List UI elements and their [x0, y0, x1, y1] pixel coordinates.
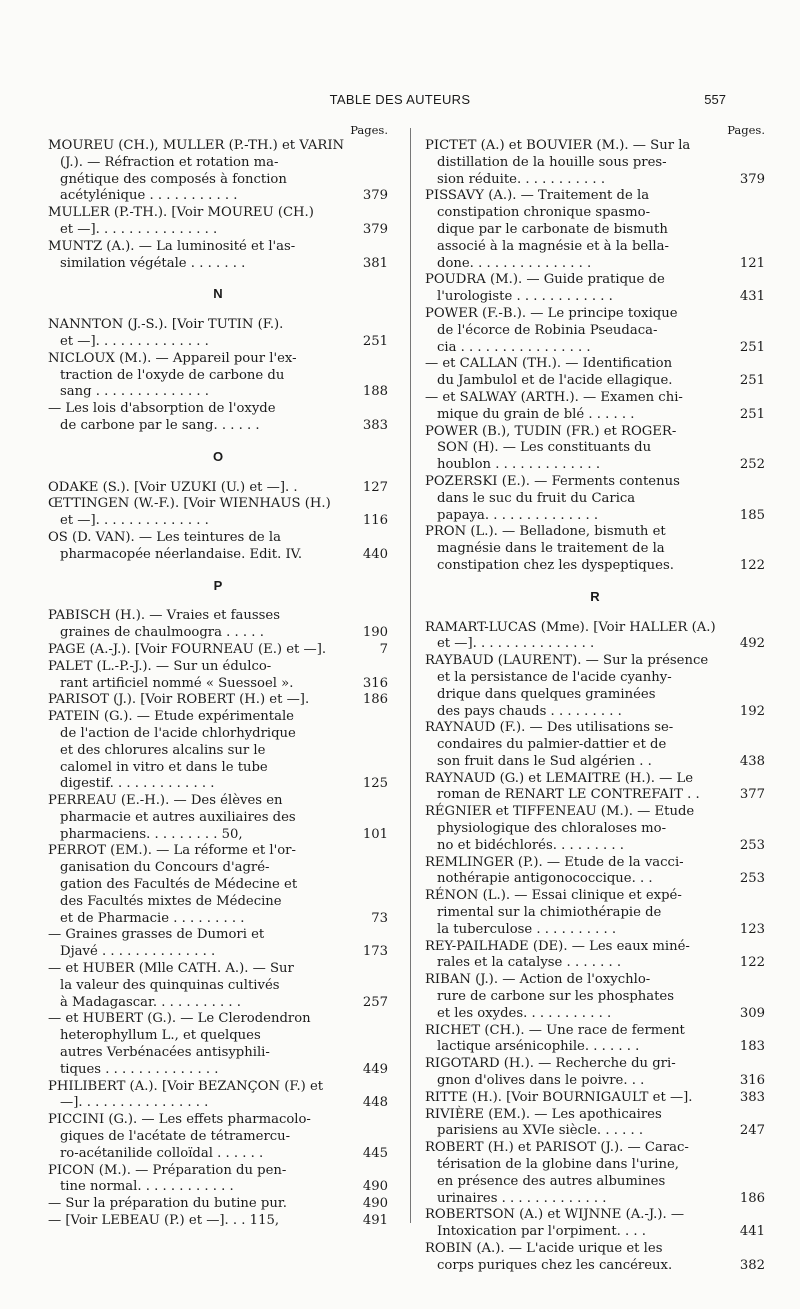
entry-line: de l'action de l'acide chlorhydrique — [60, 725, 296, 741]
entry-text: PAGE (A.-J.). [Voir FOURNEAU (E.) et —]. — [48, 641, 327, 657]
entry-page-number: 186 — [739, 1190, 765, 1206]
entry-line: — Graines grasses de Dumori et — [48, 927, 265, 943]
index-entry — [48, 530, 388, 564]
index-entry — [425, 356, 765, 390]
entry-page-number: 125 — [362, 776, 388, 792]
entry-text: du Jambulol et de l'acide ellagique. — [437, 373, 673, 389]
entry-text: et —]. . . . . . . . . . . . . . — [60, 513, 209, 529]
index-entry — [48, 401, 388, 435]
entry-page-number: 251 — [739, 406, 765, 422]
entry-line: PERROT (EM.). — La réforme et l'or- — [48, 843, 296, 859]
index-entry — [425, 972, 765, 1022]
entry-last-line — [425, 558, 765, 575]
index-entry — [425, 1056, 765, 1090]
index-entry — [48, 317, 388, 351]
entry-page-number: 101 — [362, 826, 388, 842]
index-entry — [425, 272, 765, 306]
entry-page-number: 379 — [362, 188, 388, 204]
entry-line: REMLINGER (P.). — Etude de la vacci- — [425, 854, 684, 870]
entry-text: houblon . . . . . . . . . . . . . — [437, 457, 601, 473]
section-letter: N — [213, 286, 223, 302]
entry-text: digestif. . . . . . . . . . . . . — [60, 776, 215, 792]
index-entry — [48, 1163, 388, 1197]
entry-page-number: 440 — [362, 546, 388, 562]
entry-last-line — [48, 1146, 388, 1163]
entry-page-number: 445 — [362, 1145, 388, 1161]
entry-line: heterophyllum L., et quelques — [60, 1028, 261, 1044]
entry-line: MOUREU (CH.), MULLER (P.-TH.) et VARIN — [48, 138, 345, 153]
page-number: 557 — [704, 92, 726, 107]
entry-page-number: 116 — [362, 513, 388, 529]
entry-page-number: 383 — [362, 417, 388, 433]
entry-last-line — [48, 676, 388, 693]
entry-last-line — [425, 508, 765, 525]
entry-last-line — [425, 1006, 765, 1023]
entry-text: papaya. . . . . . . . . . . . . . — [437, 507, 599, 523]
entry-last-line — [48, 1095, 388, 1112]
entry-page-number: 122 — [739, 557, 765, 573]
entry-line: PERREAU (E.-H.). — Des élèves en — [48, 793, 283, 809]
entry-last-line — [48, 625, 388, 642]
entry-page-number: 379 — [362, 221, 388, 237]
entry-page-number: 186 — [362, 692, 388, 708]
entry-last-line — [48, 418, 388, 435]
entry-line: MULLER (P.-TH.). [Voir MOUREU (CH.) — [48, 205, 314, 221]
entry-page-number: 127 — [362, 479, 388, 495]
entry-last-line — [425, 1073, 765, 1090]
entry-last-line — [425, 289, 765, 306]
entry-text: à Madagascar. . . . . . . . . . . — [60, 994, 241, 1010]
entry-text: cia . . . . . . . . . . . . . . . . — [437, 339, 591, 355]
entry-line: PHILIBERT (A.). [Voir BEZANÇON (F.) et — [48, 1078, 324, 1094]
section-letter: O — [212, 448, 224, 464]
entry-line: RIBAN (J.). — Action de l'oxychlo- — [425, 972, 651, 988]
section-letter: R — [590, 588, 600, 604]
index-entry — [48, 642, 388, 659]
entry-page-number: 490 — [362, 1196, 388, 1212]
entry-last-line — [425, 1191, 765, 1208]
entry-line: RÉGNIER et TIFFENEAU (M.). — Etude — [425, 804, 695, 820]
entry-text: done. . . . . . . . . . . . . . . — [437, 255, 592, 271]
entry-text: RITTE (H.). [Voir BOURNIGAULT et —]. — [425, 1089, 693, 1105]
entry-last-line — [425, 636, 765, 653]
entry-line: — et CALLAN (TH.). — Identification — [425, 356, 673, 372]
entry-last-line — [48, 384, 388, 401]
index-entry — [48, 659, 388, 693]
entry-line: RIGOTARD (H.). — Recherche du gri- — [425, 1056, 676, 1072]
index-entry — [425, 424, 765, 474]
entry-last-line — [48, 513, 388, 530]
entry-last-line — [425, 1258, 765, 1275]
entry-page-number: 448 — [362, 1095, 388, 1111]
entry-line: traction de l'oxyde de carbone du — [60, 367, 285, 383]
entry-last-line — [425, 172, 765, 189]
entry-last-line — [425, 754, 765, 771]
index-entry — [48, 239, 388, 273]
entry-text: rales et la catalyse . . . . . . . — [437, 955, 622, 971]
entry-text: ODAKE (S.). [Voir UZUKI (U.) et —]. . — [48, 479, 298, 495]
entry-last-line — [48, 692, 388, 709]
entry-page-number: 188 — [362, 384, 388, 400]
entry-line: ROBERTSON (A.) et WIJNNE (A.-J.). — — [425, 1207, 685, 1223]
entry-line: associé à la magnésie et à la bella- — [437, 238, 669, 254]
entry-text: urinaires . . . . . . . . . . . . . — [437, 1190, 607, 1206]
entry-page-number: 123 — [739, 921, 765, 937]
entry-page-number: 431 — [739, 289, 765, 305]
entry-line: PICTET (A.) et BOUVIER (M.). — Sur la — [425, 138, 691, 153]
entry-text: lactique arsénicophile. . . . . . . — [437, 1039, 640, 1055]
index-entry — [48, 793, 388, 843]
index-entry — [48, 927, 388, 961]
entry-page-number: 252 — [739, 457, 765, 473]
entry-line: la valeur des quinquinas cultivés — [60, 977, 280, 993]
section-letter: P — [213, 577, 223, 593]
index-entry — [48, 205, 388, 239]
entry-page-number: 251 — [739, 339, 765, 355]
index-entry — [48, 1011, 388, 1078]
entry-text: roman de RENART LE CONTREFAIT . . — [437, 787, 700, 803]
entry-line: PALET (L.-P.-J.). — Sur un édulco- — [48, 658, 272, 674]
entry-line: drique dans quelques graminées — [437, 686, 656, 702]
entry-page-number: 122 — [739, 955, 765, 971]
entry-last-line — [425, 838, 765, 855]
entry-page-number: 190 — [362, 625, 388, 641]
entry-page-number: 173 — [362, 944, 388, 960]
entry-line: de l'écorce de Robinia Pseudaca- — [437, 322, 658, 338]
entry-page-number: 449 — [362, 1061, 388, 1077]
entry-line: PICON (M.). — Préparation du pen- — [48, 1162, 287, 1178]
index-entry — [48, 1079, 388, 1113]
index-entry — [48, 496, 388, 530]
entry-last-line — [425, 373, 765, 390]
entry-page-number: 183 — [739, 1039, 765, 1055]
entry-text: des pays chauds . . . . . . . . . — [437, 703, 622, 719]
entry-last-line — [425, 922, 765, 939]
entry-page-number: 309 — [739, 1005, 765, 1021]
entry-line: RAMART-LUCAS (Mme). [Voir HALLER (A.) — [425, 619, 716, 635]
entry-text: son fruit dans le Sud algérien . . — [437, 753, 652, 769]
entry-text: l'urologiste . . . . . . . . . . . . — [437, 289, 613, 305]
entry-line: NICLOUX (M.). — Appareil pour l'ex- — [48, 350, 297, 366]
index-entry — [425, 804, 765, 854]
entry-line: — et HUBER (Mlle CATH. A.). — Sur — [48, 961, 294, 977]
entry-line: gnétique des composés à fonction — [60, 171, 287, 187]
entry-text: similation végétale . . . . . . . — [60, 255, 246, 271]
entry-line: autres Verbénacées antisyphili- — [60, 1045, 270, 1061]
index-entry — [425, 306, 765, 356]
entry-text: parisiens au XVIe siècle. . . . . . — [437, 1123, 644, 1139]
entry-last-line — [48, 827, 388, 844]
entry-last-line — [48, 480, 388, 497]
entry-page-number: 247 — [739, 1123, 765, 1139]
entry-page-number: 253 — [739, 871, 765, 887]
entry-last-line — [48, 222, 388, 239]
entry-page-number: 441 — [739, 1224, 765, 1240]
entry-last-line — [425, 704, 765, 721]
entry-page-number: 381 — [362, 255, 388, 271]
column-divider — [410, 128, 411, 1223]
index-entry — [425, 1023, 765, 1057]
index-entry — [48, 1196, 388, 1213]
index-entry — [425, 1207, 765, 1241]
entry-line: térisation de la globine dans l'urine, — [437, 1157, 679, 1173]
entry-line: PICCINI (G.). — Les effets pharmacolo- — [48, 1112, 311, 1128]
entry-line: — et HUBERT (G.). — Le Clerodendron — [48, 1011, 311, 1027]
entry-last-line — [48, 256, 388, 273]
entry-line: ganisation du Concours d'agré- — [60, 860, 270, 876]
entry-text: tiques . . . . . . . . . . . . . . — [60, 1061, 219, 1077]
index-entry — [48, 843, 388, 927]
entry-page-number: 382 — [739, 1257, 765, 1273]
entry-text: —]. . . . . . . . . . . . . . . . — [60, 1095, 209, 1111]
entry-last-line — [425, 1090, 765, 1107]
index-entry — [425, 188, 765, 272]
entry-line: pharmacie et autres auxiliaires des — [60, 809, 296, 825]
entry-page-number: 121 — [739, 255, 765, 271]
entry-line: rimental sur la chimiothérapie de — [437, 905, 662, 921]
entry-last-line — [48, 776, 388, 793]
entry-line: RIVIÈRE (EM.). — Les apothicaires — [425, 1106, 662, 1122]
pages-label: Pages. — [350, 123, 388, 137]
index-entry — [425, 720, 765, 770]
entry-last-line — [48, 1213, 388, 1230]
entry-text: no et bidéchlorés. . . . . . . . . — [437, 837, 625, 853]
index-entry — [48, 1112, 388, 1162]
index-entry — [425, 390, 765, 424]
entry-page-number: 438 — [739, 753, 765, 769]
entry-text: et —]. . . . . . . . . . . . . . — [60, 333, 209, 349]
entry-line: RAYNAUD (F.). — Des utilisations se- — [425, 720, 674, 736]
entry-last-line — [425, 407, 765, 424]
entry-line: NANNTON (J.-S.). [Voir TUTIN (F.). — [48, 317, 284, 333]
entry-last-line — [48, 334, 388, 351]
page-title: TABLE DES AUTEURS — [329, 92, 471, 107]
entry-last-line — [425, 340, 765, 357]
entry-last-line — [425, 955, 765, 972]
index-entry — [48, 709, 388, 793]
entry-page-number: 251 — [362, 333, 388, 349]
entry-text: pharmacopée néerlandaise. Edit. IV. — [60, 546, 303, 562]
entry-line: dique par le carbonate de bismuth — [437, 221, 668, 237]
index-entry — [48, 608, 388, 642]
entry-line: (J.). — Réfraction et rotation ma- — [60, 154, 279, 170]
entry-last-line — [48, 1179, 388, 1196]
entry-line: et des chlorures alcalins sur le — [60, 742, 266, 758]
entry-page-number: 192 — [739, 703, 765, 719]
entry-page-number: 73 — [371, 910, 388, 926]
entry-line: condaires du palmier-dattier et de — [437, 737, 667, 753]
entry-line: RÉNON (L.). — Essai clinique et expé- — [425, 888, 682, 904]
entry-last-line — [48, 547, 388, 564]
entry-last-line — [48, 1196, 388, 1213]
entry-page-number: 316 — [739, 1073, 765, 1089]
entry-page-number: 377 — [739, 787, 765, 803]
pages-label: Pages. — [727, 123, 765, 137]
entry-text: constipation chez les dyspeptiques. — [437, 557, 674, 573]
page-header — [0, 92, 800, 112]
entry-last-line — [48, 911, 388, 928]
entry-line: calomel in vitro et dans le tube — [60, 759, 268, 775]
entry-line: physiologique des chloraloses mo- — [437, 821, 667, 837]
index-entry — [425, 524, 765, 574]
entry-line: distillation de la houille sous pres- — [437, 154, 667, 170]
entry-line: — Les lois d'absorption de l'oxyde — [48, 401, 276, 417]
entry-line: REY-PAILHADE (DE). — Les eaux miné- — [425, 938, 690, 954]
entry-page-number: 185 — [739, 507, 765, 523]
index-entry — [48, 961, 388, 1011]
entry-text: sion réduite. . . . . . . . . . . — [437, 171, 606, 187]
entry-line: rure de carbone sur les phosphates — [437, 989, 675, 1005]
entry-page-number: 491 — [362, 1213, 388, 1229]
index-entry — [425, 771, 765, 805]
entry-line: et la persistance de l'acide cyanhy- — [437, 669, 672, 685]
entry-last-line — [425, 787, 765, 804]
entry-page-number: 379 — [739, 171, 765, 187]
entry-page-number: 7 — [379, 641, 388, 657]
entry-line: PRON (L.). — Belladone, bismuth et — [425, 524, 666, 540]
entry-page-number: 383 — [739, 1089, 765, 1105]
entry-last-line — [425, 1039, 765, 1056]
entry-line: ROBERT (H.) et PARISOT (J.). — Carac- — [425, 1140, 689, 1156]
entry-text: ro-acétanilide colloïdal . . . . . . — [60, 1145, 264, 1161]
index-entry — [48, 480, 388, 497]
entry-text: et —]. . . . . . . . . . . . . . . — [437, 636, 595, 652]
entry-last-line — [48, 995, 388, 1012]
entry-text: gnon d'olives dans le poivre. . . — [437, 1073, 645, 1089]
entry-last-line — [48, 642, 388, 659]
entry-page-number: 251 — [739, 373, 765, 389]
entry-last-line — [425, 1123, 765, 1140]
entry-text: — [Voir LEBEAU (P.) et —]. . . 115, — [48, 1213, 280, 1229]
index-entry — [48, 692, 388, 709]
entry-line: gation des Facultés de Médecine et — [60, 877, 298, 893]
entry-text: et de Pharmacie . . . . . . . . . — [60, 910, 245, 926]
index-entry — [425, 1241, 765, 1275]
entry-line: ŒTTINGEN (W.-F.). [Voir WIENHAUS (H.) — [48, 496, 331, 512]
entry-last-line — [48, 188, 388, 205]
entry-text: la tuberculose . . . . . . . . . . — [437, 921, 617, 937]
entry-line: dans le suc du fruit du Carica — [437, 490, 636, 506]
index-entry — [425, 138, 765, 188]
entry-line: POWER (F.-B.). — Le principe toxique — [425, 305, 678, 321]
index-entry — [48, 351, 388, 401]
entry-text: corps puriques chez les cancéreux. — [437, 1257, 673, 1273]
entry-line: RICHET (CH.). — Une race de ferment — [425, 1022, 685, 1038]
entry-line: PISSAVY (A.). — Traitement de la — [425, 188, 650, 204]
entry-text: — Sur la préparation du butine pur. — [48, 1196, 287, 1212]
entry-line: PABISCH (H.). — Vraies et fausses — [48, 608, 280, 624]
index-entry — [425, 474, 765, 524]
index-entry — [48, 138, 388, 205]
index-entry — [425, 620, 765, 654]
entry-last-line — [425, 457, 765, 474]
entry-line: RAYNAUD (G.) et LEMAITRE (H.). — Le — [425, 770, 694, 786]
entry-line: en présence des autres albumines — [437, 1173, 666, 1189]
entry-line: ROBIN (A.). — L'acide urique et les — [425, 1241, 663, 1256]
entry-text: pharmaciens. . . . . . . . . 50, — [60, 826, 243, 842]
index-entry — [425, 888, 765, 938]
entry-last-line — [425, 256, 765, 273]
entry-text: nothérapie antigonococcique. . . — [437, 871, 653, 887]
entry-line: — et SALWAY (ARTH.). — Examen chi- — [425, 389, 683, 405]
entry-text: graines de chaulmoogra . . . . . — [60, 625, 264, 641]
entry-line: des Facultés mixtes de Médecine — [60, 893, 282, 909]
entry-line: MUNTZ (A.). — La luminosité et l'as- — [48, 238, 296, 254]
entry-text: et —]. . . . . . . . . . . . . . . — [60, 221, 218, 237]
entry-page-number: 492 — [739, 636, 765, 652]
index-entry — [48, 1213, 388, 1230]
entry-page-number: 257 — [362, 994, 388, 1010]
entry-line: RAYBAUD (LAURENT). — Sur la présence — [425, 653, 709, 669]
index-entry — [425, 1090, 765, 1107]
entry-page-number: 316 — [362, 675, 388, 691]
index-entry — [425, 1140, 765, 1207]
index-entry — [425, 855, 765, 889]
left-column — [48, 122, 388, 1230]
index-entry — [425, 653, 765, 720]
entry-text: acétylénique . . . . . . . . . . . — [60, 188, 238, 204]
entry-text: sang . . . . . . . . . . . . . . — [60, 384, 209, 400]
entry-line: PATEIN (G.). — Etude expérimentale — [48, 709, 294, 725]
entry-text: mique du grain de blé . . . . . . — [437, 406, 635, 422]
entry-line: OS (D. VAN). — Les teintures de la — [48, 529, 281, 545]
entry-line: POWER (B.), TUDIN (FR.) et ROGER- — [425, 423, 677, 439]
entry-line: constipation chronique spasmo- — [437, 205, 651, 221]
entry-page-number: 490 — [362, 1179, 388, 1195]
entry-line: magnésie dans le traitement de la — [437, 541, 665, 557]
entry-last-line — [425, 1224, 765, 1241]
entry-text: tine normal. . . . . . . . . . . . — [60, 1179, 234, 1195]
right-column — [425, 122, 765, 1275]
entry-line: POZERSKI (E.). — Ferments contenus — [425, 473, 680, 489]
entry-text: Intoxication par l'orpiment. . . . — [437, 1224, 646, 1240]
entry-text: PARISOT (J.). [Voir ROBERT (H.) et —]. — [48, 692, 310, 708]
entry-text: Djavé . . . . . . . . . . . . . . — [60, 944, 216, 960]
entry-line: POUDRA (M.). — Guide pratique de — [425, 272, 665, 288]
entry-page-number: 253 — [739, 837, 765, 853]
entry-text: de carbone par le sang. . . . . . — [60, 417, 260, 433]
entry-text: et les oxydes. . . . . . . . . . . — [437, 1005, 612, 1021]
entry-line: SON (H). — Les constituants du — [437, 440, 652, 456]
index-entry — [425, 939, 765, 973]
entry-last-line — [425, 871, 765, 888]
entry-last-line — [48, 944, 388, 961]
entry-last-line — [48, 1062, 388, 1079]
entry-text: rant artificiel nommé « Suessoel ». — [60, 675, 294, 691]
index-entry — [425, 1107, 765, 1141]
entry-line: giques de l'acétate de tétramercu- — [60, 1129, 291, 1145]
